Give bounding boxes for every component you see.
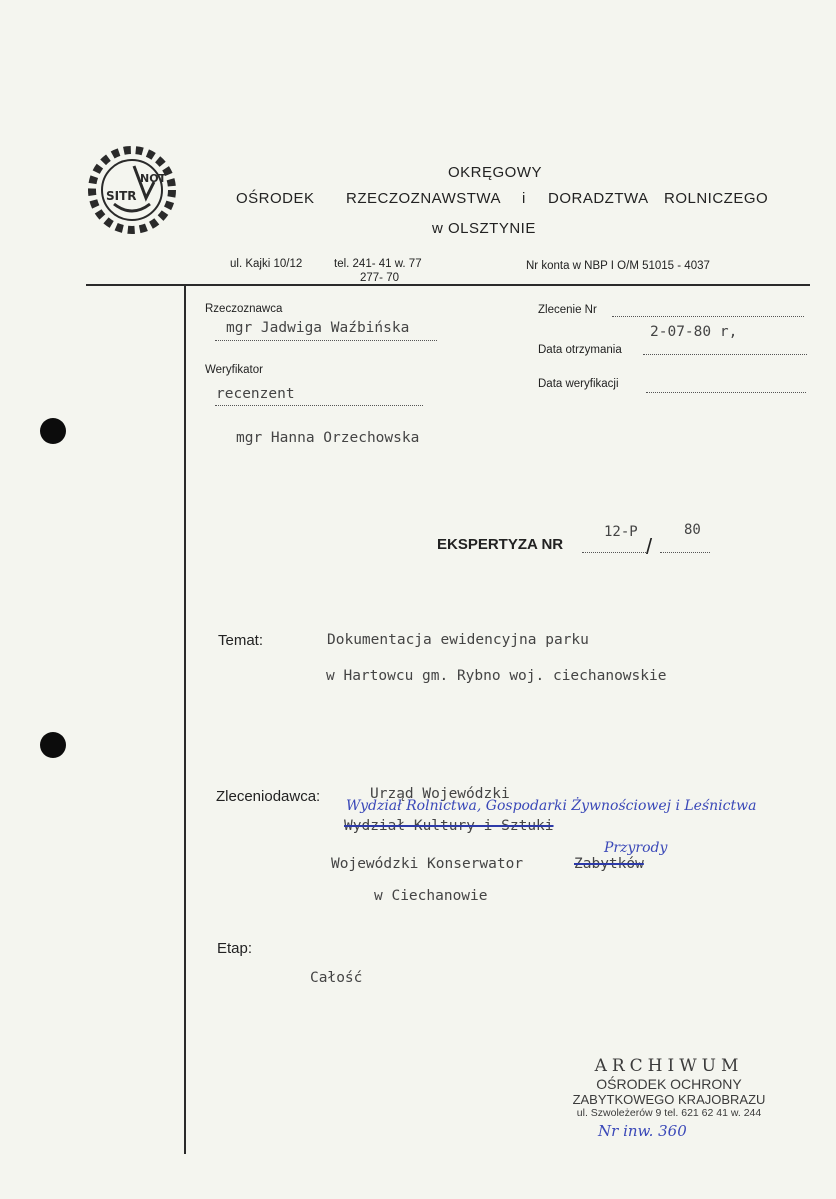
header-word-i: i [522, 190, 526, 207]
header-word-rolniczego: ROLNICZEGO [664, 190, 769, 207]
svg-text:NOT: NOT [140, 172, 167, 185]
etap-value: Całość [310, 970, 363, 986]
punch-hole-top [40, 418, 66, 444]
header-account: Nr konta w NBP I O/M 51015 - 4037 [526, 260, 710, 272]
zleceniodawca-line4: w Ciechanowie [374, 888, 488, 904]
header-word-rzeczoznawstwa: RZECZOZNAWSTWA [346, 190, 502, 207]
ekspertyza-year: 80 [684, 522, 701, 538]
ekspertyza-year-dots [660, 552, 710, 553]
zleceniodawca-label: Zleceniodawca: [216, 788, 321, 805]
ekspertyza-number-dots [582, 552, 646, 553]
not-sitr-logo [84, 142, 180, 238]
etap-label: Etap: [217, 940, 253, 957]
zleceniodawca-handwritten-department: Wydział Rolnictwa, Gospodarki Żywnościowej i Leśnictwa [346, 798, 757, 814]
weryfikator-value: recenzent [216, 386, 295, 402]
archive-inventory-number: Nr inw. 360 [598, 1122, 687, 1140]
header-line3: w OLSZTYNIE [432, 220, 536, 237]
data-otrzymania-label: Data otrzymania [538, 344, 622, 356]
ekspertyza-slash: / [646, 534, 653, 559]
zlecenie-date: 2-07-80 r, [650, 324, 738, 340]
zleceniodawca-handwritten-przyrody: Przyrody [604, 840, 668, 856]
data-weryfikacji-label: Data weryfikacji [538, 378, 619, 390]
header-divider [86, 284, 810, 286]
header-word-doradztwa: DORADZTWA [548, 190, 649, 207]
archive-stamp-line4: ul. Szwoleżerów 9 tel. 621 62 41 w. 244 [576, 1107, 762, 1119]
archive-stamp-line2: OŚRODEK OCHRONY [596, 1076, 742, 1092]
ekspertyza-label: EKSPERTYZA NR [437, 536, 564, 553]
rzeczoznawca-dotted-line [215, 340, 437, 341]
weryfikator-label: Weryfikator [205, 364, 263, 376]
header-line1: OKRĘGOWY [448, 164, 543, 181]
gear-logo-icon [84, 142, 180, 238]
zleceniodawca-line1: Urząd Wojewódzki [370, 786, 510, 802]
rzeczoznawca-label: Rzeczoznawca [205, 303, 283, 315]
reviewer-name: mgr Hanna Orzechowska [236, 430, 420, 446]
header-address: ul. Kajki 10/12 [230, 258, 303, 270]
temat-line2: w Hartowcu gm. Rybno woj. ciechanowskie [326, 668, 667, 684]
zlecenie-label: Zlecenie Nr [538, 304, 597, 316]
header-tel: tel. 241- 41 w. 77 [334, 258, 422, 270]
archive-stamp [556, 1056, 782, 1119]
temat-label: Temat: [218, 632, 264, 649]
margin-rule [184, 284, 186, 1154]
zlecenie-dotted-line [612, 316, 804, 317]
ekspertyza-number: 12-P [604, 524, 638, 540]
header-tel2: 277- 70 [360, 272, 400, 284]
rzeczoznawca-value: mgr Jadwiga Waźbińska [226, 320, 410, 336]
temat-line1: Dokumentacja ewidencyjna parku [327, 632, 589, 648]
data-weryfikacji-dotted-line [646, 392, 806, 393]
svg-text:SITR: SITR [106, 189, 137, 203]
archive-stamp-line3: ZABYTKOWEGO KRAJOBRAZU [572, 1092, 766, 1107]
punch-hole-bottom [40, 732, 66, 758]
archive-stamp-title: ARCHIWUM [594, 1056, 744, 1076]
weryfikator-dotted-line [215, 405, 423, 406]
zleceniodawca-struck-department: Wydział Kultury i Sztuki [344, 818, 554, 834]
zleceniodawca-line3: Wojewódzki Konserwator [331, 856, 524, 872]
zleceniodawca-struck-word: Zabytków [574, 856, 644, 872]
header-word-osrodek: OŚRODEK [236, 190, 315, 207]
data-otrzymania-dotted-line [643, 354, 807, 355]
